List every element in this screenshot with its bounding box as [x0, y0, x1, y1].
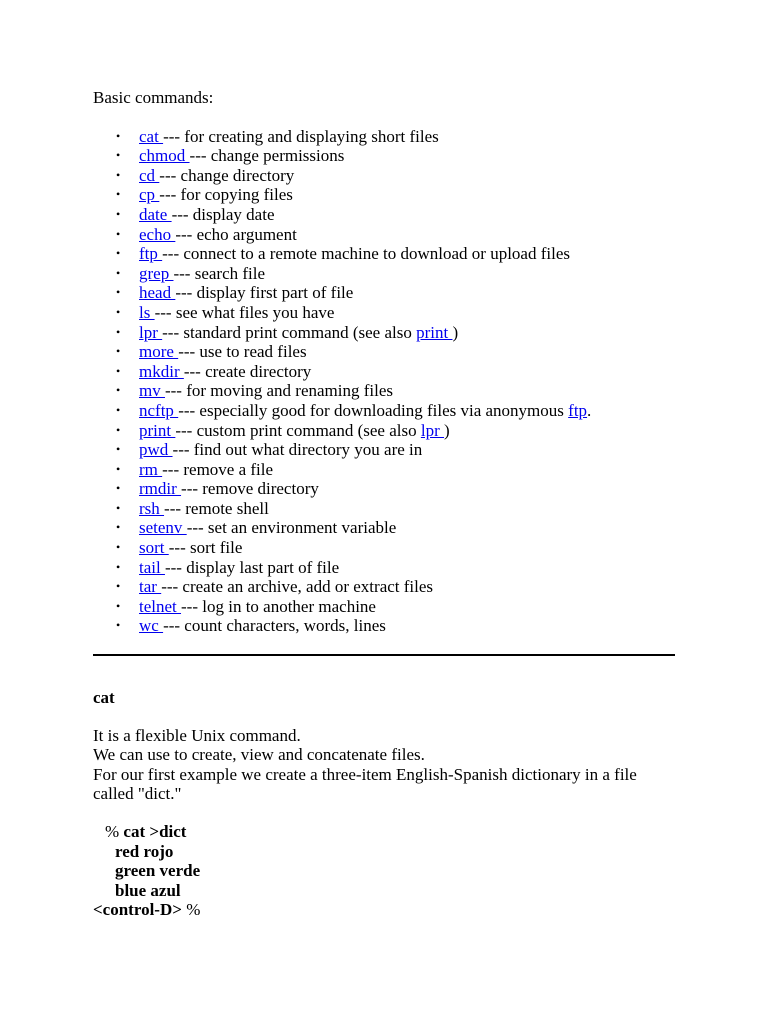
command-link[interactable]: mv — [139, 381, 165, 401]
example-eof-line — [93, 900, 675, 920]
command-link[interactable]: print — [139, 420, 176, 440]
list-item — [93, 146, 675, 166]
see-also-link[interactable]: ftp — [568, 400, 588, 420]
command-description: --- remove a file — [162, 459, 274, 479]
command-link[interactable]: lpr — [139, 322, 163, 342]
list-item — [93, 401, 675, 421]
bullet-icon: • — [116, 520, 121, 535]
cat-example — [93, 822, 675, 920]
list-item — [93, 577, 675, 597]
bullet-icon: • — [116, 148, 121, 163]
list-item — [93, 479, 675, 499]
bullet-icon: • — [116, 128, 121, 143]
command-description: --- change directory — [159, 165, 295, 185]
command-description: --- especially good for downloading files via anonymous — [178, 400, 569, 420]
description-line: It is a flexible Unix command. — [93, 725, 301, 745]
bullet-icon: • — [116, 481, 121, 496]
command-description: --- for copying files — [159, 185, 293, 205]
bullet-icon: • — [116, 500, 121, 515]
command-link[interactable]: cat — [139, 126, 164, 146]
command-description: --- use to read files — [178, 342, 307, 362]
description-line: For our first example we create a three-item English-Spanish dictionary in a file called "dict." — [93, 764, 637, 804]
document-page — [93, 88, 675, 920]
command-description: --- for creating and displaying short files — [163, 126, 439, 146]
example-entry-text: blue azul — [115, 880, 181, 900]
command-link[interactable]: date — [139, 204, 172, 224]
example-entry — [93, 881, 675, 901]
list-item — [93, 518, 675, 538]
command-description: --- change permissions — [189, 146, 345, 166]
command-description: --- remote shell — [164, 498, 269, 518]
list-item — [93, 421, 675, 441]
shell-prompt: % — [105, 822, 124, 841]
bullet-icon: • — [116, 324, 121, 339]
list-item — [93, 127, 675, 147]
example-entry — [93, 842, 675, 862]
bullet-icon: • — [116, 540, 121, 555]
list-item — [93, 166, 675, 186]
intro-text: Basic commands: — [93, 88, 214, 107]
example-command-line — [93, 822, 675, 842]
bullet-icon: • — [116, 187, 121, 202]
description-tail: ) — [444, 420, 450, 440]
list-item — [93, 283, 675, 303]
command-link[interactable]: tar — [139, 577, 162, 597]
command-description: --- log in to another machine — [181, 596, 376, 616]
example-entry-text: green verde — [115, 861, 201, 881]
bullet-icon: • — [116, 285, 121, 300]
bullet-icon: • — [116, 363, 121, 378]
list-item — [93, 558, 675, 578]
command-description: --- see what files you have — [154, 302, 335, 322]
bullet-icon: • — [116, 304, 121, 319]
command-link[interactable]: telnet — [139, 596, 182, 616]
command-list — [93, 127, 675, 636]
bullet-icon: • — [116, 598, 121, 613]
list-item — [93, 538, 675, 558]
command-description: --- find out what directory you are in — [172, 440, 423, 460]
list-item — [93, 460, 675, 480]
list-item — [93, 597, 675, 617]
bullet-icon: • — [116, 461, 121, 476]
bullet-icon: • — [116, 579, 121, 594]
list-item — [93, 362, 675, 382]
command-description: --- connect to a remote machine to download or upload files — [162, 244, 570, 264]
command-description: --- create directory — [183, 361, 312, 381]
command-description: --- search file — [173, 263, 266, 283]
command-link[interactable]: cd — [139, 165, 160, 185]
list-item — [93, 264, 675, 284]
bullet-icon: • — [116, 618, 121, 633]
command-description: --- for moving and renaming files — [164, 381, 393, 401]
list-item — [93, 225, 675, 245]
list-item — [93, 303, 675, 323]
command-link[interactable]: pwd — [139, 440, 173, 460]
list-item — [93, 244, 675, 264]
bullet-icon: • — [116, 167, 121, 182]
cat-description — [93, 726, 675, 804]
bullet-icon: • — [116, 442, 121, 457]
command-link[interactable]: cp — [139, 185, 160, 205]
list-item — [93, 381, 675, 401]
command-link[interactable]: ncftp — [139, 400, 179, 420]
bullet-icon: • — [116, 422, 121, 437]
list-item — [93, 205, 675, 225]
command-description: --- custom print command (see also — [175, 420, 421, 440]
list-item — [93, 342, 675, 362]
bullet-icon: • — [116, 402, 121, 417]
command-link[interactable]: setenv — [139, 518, 187, 538]
horizontal-divider — [93, 654, 675, 656]
command-link[interactable]: rm — [139, 459, 163, 479]
command-link[interactable]: head — [139, 283, 176, 303]
command-description: --- standard print command (see also — [162, 322, 417, 342]
see-also-link[interactable]: print — [416, 322, 453, 342]
command-description: --- remove directory — [181, 479, 319, 499]
command-link[interactable]: ftp — [139, 244, 163, 264]
bullet-icon: • — [116, 265, 121, 280]
command-description: --- count characters, words, lines — [163, 616, 386, 636]
bullet-icon: • — [116, 226, 121, 241]
command-description: --- set an environment variable — [186, 518, 397, 538]
description-line: We can use to create, view and concatenate files. — [93, 745, 425, 765]
command-description: --- create an archive, add or extract files — [161, 577, 434, 597]
command-link[interactable]: chmod — [139, 146, 190, 166]
command-link[interactable]: more — [139, 342, 179, 362]
list-item — [93, 616, 675, 636]
command-description: --- display date — [171, 204, 275, 224]
section-heading-cat: cat — [93, 688, 115, 708]
bullet-icon: • — [116, 559, 121, 574]
command-description: --- sort file — [168, 538, 243, 558]
command-link[interactable]: rmdir — [139, 479, 182, 499]
list-item — [93, 185, 675, 205]
bullet-icon: • — [116, 344, 121, 359]
description-tail: ) — [452, 322, 459, 342]
bullet-icon: • — [116, 206, 121, 221]
see-also-link[interactable]: lpr — [420, 420, 444, 440]
example-entry-text: red rojo — [115, 841, 174, 861]
example-command: cat >dict — [123, 822, 187, 841]
description-tail: . — [587, 400, 592, 420]
list-item — [93, 323, 675, 343]
command-description: --- display first part of file — [175, 283, 354, 303]
list-item — [93, 499, 675, 519]
command-description: --- echo argument — [175, 224, 297, 244]
bullet-icon: • — [116, 246, 121, 261]
command-description: --- display last part of file — [164, 557, 340, 577]
command-link[interactable]: ls — [139, 302, 155, 322]
list-item — [93, 440, 675, 460]
command-link[interactable]: echo — [139, 224, 176, 244]
command-link[interactable]: mkdir — [139, 361, 184, 381]
command-link[interactable]: grep — [139, 263, 174, 283]
example-entry — [93, 861, 675, 881]
bullet-icon: • — [116, 383, 121, 398]
eof-key: <control-D> — [93, 900, 182, 920]
command-link[interactable]: rsh — [139, 498, 165, 518]
command-link[interactable]: wc — [139, 616, 164, 636]
end-prompt: % — [181, 900, 201, 920]
command-link[interactable]: tail — [139, 557, 165, 577]
command-link[interactable]: sort — [139, 538, 169, 558]
